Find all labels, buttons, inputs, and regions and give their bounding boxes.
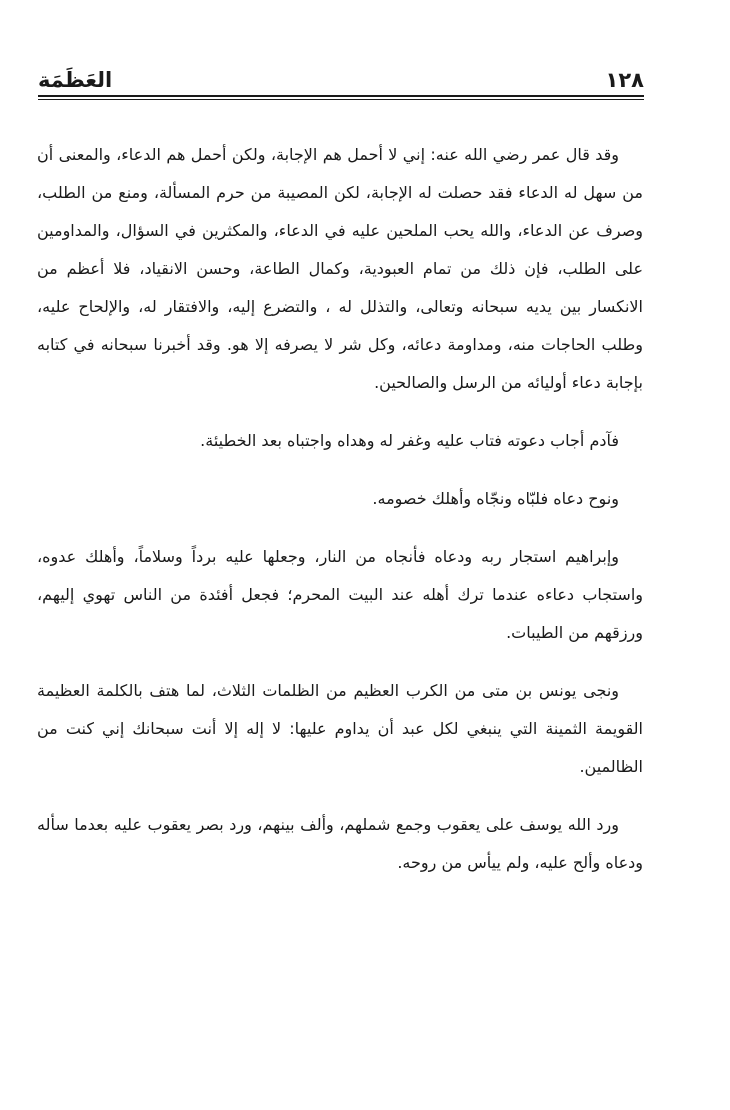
header-rule-thick [38, 95, 644, 97]
body-text [37, 136, 643, 902]
running-title: العَظَمَة [38, 68, 113, 92]
paragraph-umar-quote: وقد قال عمر رضي الله عنه: إني لا أحمل هم الإجابة، ولكن أحمل هم الدعاء، والمعنى أن من سهل له الدعاء فقد حصلت له الإجابة، لكن المصيبة من حرم المسألة، ومنع من الطلب، وصرف عن الدعاء، والله يحب الملحين عليه في الدعاء، والمكثرين في السؤال، والمداومين على الطلب، فإن ذلك من تمام العبودية، وكمال الطاعة، وحسن الانقياد، فلا أعظم من الانكسار بين يديه سبحانه وتعالى، والتذلل له ، والتضرع إليه، والافتقار له، والإلحاح عليه، وطلب الحاجات منه، ومداومة دعائه، وكل شر لا يصرفه إلا هو. وقد أخبرنا سبحانه في كتابه بإجابة دعاء أوليائه من الرسل والصالحين. [37, 145, 643, 392]
paragraph-nuh: ونوح دعاه فلبّاه ونجّاه وأهلك خصومه. [372, 489, 619, 508]
paragraph-yunus: ونجى يونس بن متى من الكرب العظيم من الظلمات الثلاث، لما هتف بالكلمة العظيمة القويمة الثمينة التي ينبغي لكل عبد أن يداوم عليها: لا إله إلا أنت سبحانك إني كنت من الظالمين. [37, 681, 643, 776]
page-number: ١٢٨ [605, 68, 644, 92]
header-rule-thin [38, 99, 644, 100]
paragraph-ibrahim: وإبراهيم استجار ربه ودعاه فأنجاه من النار، وجعلها عليه برداً وسلاماً، وأهلك عدوه، واستجاب دعاءه عندما ترك أهله عند البيت المحرم؛ فجعل أفئدة من الناس تهوي إليهم، ورزقهم من الطيبات. [37, 547, 643, 642]
page-header [38, 66, 644, 96]
paragraph-yusuf-yaqub: ورد الله يوسف على يعقوب وجمع شملهم، وألف بينهم، ورد بصر يعقوب عليه بعدما سأله ودعاه وألح عليه، ولم ييأس من روحه. [37, 815, 643, 872]
paragraph-adam: فآدم أجاب دعوته فتاب عليه وغفر له وهداه واجتباه بعد الخطيئة. [200, 431, 619, 450]
